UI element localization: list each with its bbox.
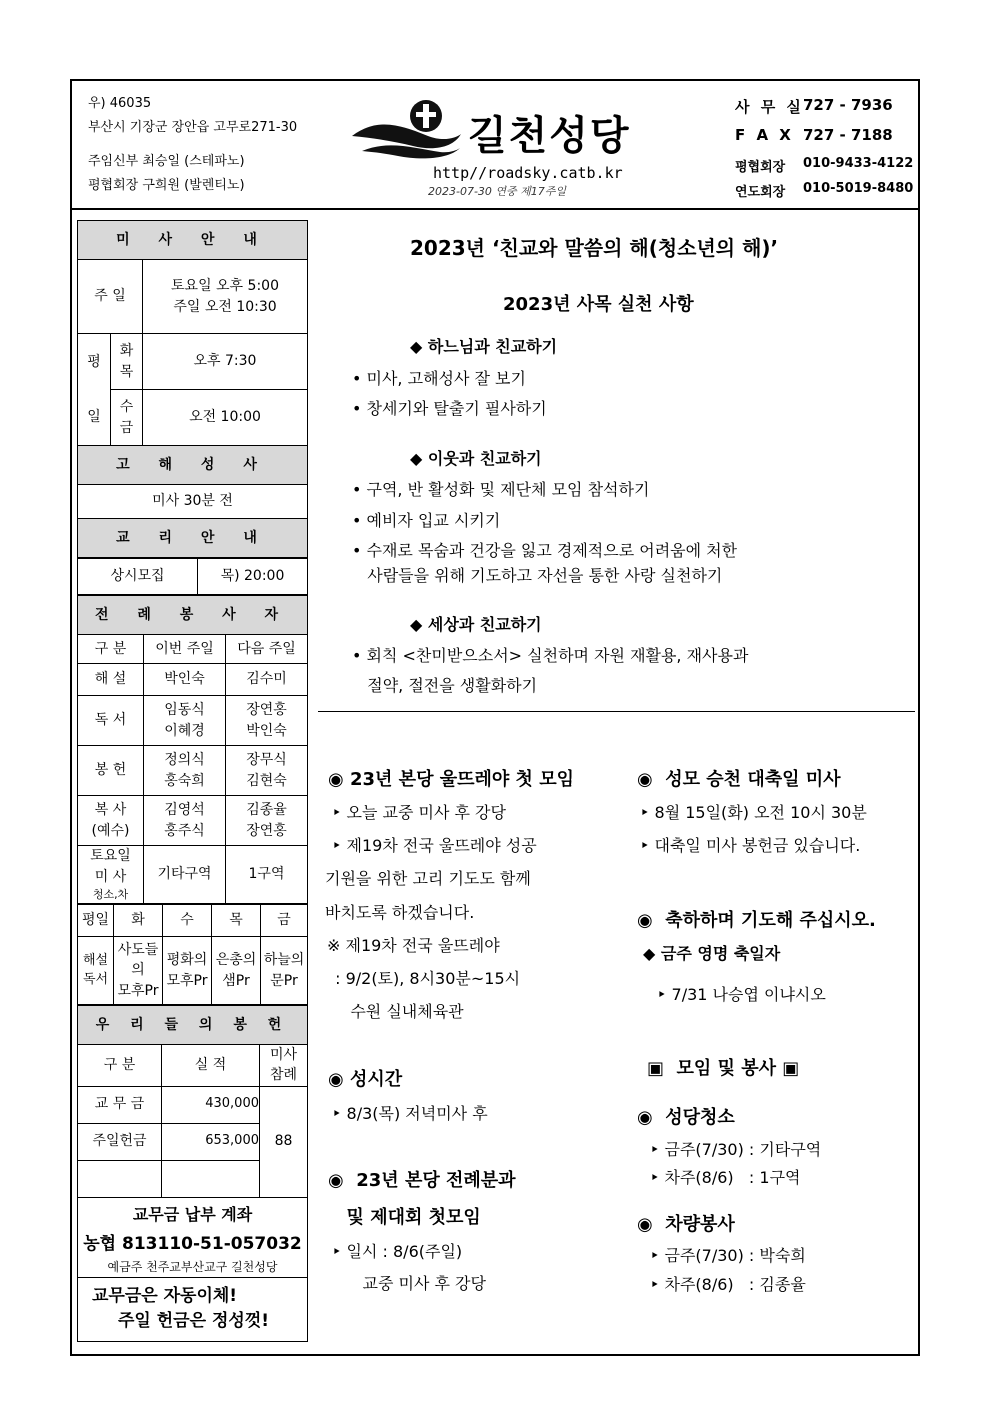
notice-box	[77, 1278, 308, 1342]
offering-col-attendance: 미사 참례	[260, 1045, 308, 1087]
col-role: 구 분	[78, 635, 144, 664]
weekday-value: 하늘의 문Pr	[261, 937, 308, 1005]
table-row: 주일헌금	[78, 1123, 162, 1160]
sat-role-3: 청소,차	[92, 887, 129, 901]
group-heading: ◆ 이웃과 친교하기	[410, 449, 542, 468]
minister-this: 박인숙	[144, 664, 226, 696]
list-item: • 구역, 반 활성화 및 제단체 모임 참석하기	[352, 480, 650, 499]
account-number: 농협 813110-51-057032	[83, 1233, 302, 1254]
wed-fri-time: 오전 10:00	[143, 390, 308, 446]
website-url[interactable]: http//roadsky.catb.kr	[433, 164, 623, 182]
fri-label: 금	[119, 419, 134, 436]
list-item: 바치도록 하겠습니다.	[325, 903, 475, 922]
weekday-ministers-table	[77, 904, 308, 1005]
table-cell-empty	[162, 1160, 260, 1197]
practice-title: 2023년 사목 실천 사항	[503, 294, 694, 315]
thu-label: 목	[119, 363, 134, 380]
list-item: • 미사, 고해성사 잘 보기	[352, 369, 526, 388]
list-item: : 9/2(토), 8시30분~15시	[330, 969, 521, 988]
church-name: 길천성당	[468, 113, 631, 159]
cleaning-title: ◉ 성당청소	[637, 1107, 735, 1128]
minister-this: 김영석 홍주식	[144, 796, 226, 846]
offering-title: 우 리 들 의 봉 헌	[78, 1006, 308, 1045]
office-label: 사 무 실	[735, 98, 804, 116]
assoc-phone: 010-5019-8480	[803, 181, 914, 196]
minister-this: 임동식 이혜경	[144, 696, 226, 746]
liturgy-title-2: 및 제대회 첫모임	[334, 1207, 481, 1228]
table-row: 교 무 금	[78, 1086, 162, 1123]
catechism-right: 목) 20:00	[198, 559, 308, 595]
office-phone: 727 - 7936	[803, 96, 893, 114]
pray-title: ◉ 축하하며 기도해 주십시오.	[637, 910, 876, 931]
table-row: 해 설	[78, 664, 144, 696]
notice-line: 주일 헌금은 정성껏!	[118, 1311, 269, 1332]
weekday-value: 평화의 모후Pr	[163, 937, 212, 1005]
wed-label: 수	[119, 399, 134, 416]
mass-title: 미 사 안 내	[78, 221, 308, 260]
weekday-h: 수	[163, 905, 212, 937]
weekday-row-label: 해설 독서	[78, 937, 114, 1005]
assumption-title: ◉ 성모 승천 대축일 미사	[637, 769, 841, 790]
sat-this: 기타구역	[144, 846, 226, 904]
list-item: ‣ 8월 15일(화) 오전 10시 30분	[640, 803, 867, 822]
sunday-time-1: 토요일 오후 5:00	[171, 278, 279, 295]
col-next-week: 다음 주일	[226, 635, 308, 664]
left-column	[77, 220, 308, 1342]
pastor: 주임신부 최승일 (스테파노)	[88, 154, 245, 169]
section-divider	[318, 711, 915, 712]
catechism-title: 교 리 안 내	[78, 519, 308, 558]
sat-role-2: 미 사	[94, 868, 127, 885]
col-this-week: 이번 주일	[144, 635, 226, 664]
catechism-table	[77, 558, 308, 595]
weekday-label-top: 평	[78, 334, 111, 390]
list-item: ‣ 7/31 나승엽 이냐시오	[657, 985, 826, 1004]
offering-col-label: 구 분	[78, 1045, 162, 1087]
tue-thu-time: 오후 7:30	[143, 334, 308, 390]
confession-text: 미사 30분 전	[78, 485, 308, 519]
church-logo-icon	[348, 96, 463, 166]
catechism-left: 상시모집	[78, 559, 198, 595]
address: 부산시 기장군 장안읍 고무로271-30	[88, 120, 298, 135]
year-title: 2023년 ‘친교와 말씀의 해(청소년의 해)’	[410, 236, 779, 260]
weekday-h: 화	[114, 905, 163, 937]
minister-this: 정의식 홍숙희	[144, 746, 226, 796]
list-item: 기원을 위한 고리 기도도 함께	[325, 869, 531, 888]
fax-phone: 727 - 7188	[803, 126, 893, 144]
weekday-h: 평일	[78, 905, 114, 937]
weekday-value: 은총의 샘Pr	[212, 937, 261, 1005]
header-divider	[70, 208, 920, 210]
zip-code: 우) 46035	[88, 96, 152, 111]
sat-next: 1구역	[226, 846, 308, 904]
council-president: 평협회장 구희원 (발렌티노)	[88, 178, 245, 193]
group-heading: ◆ 세상과 친교하기	[410, 615, 542, 634]
fax-label: F A X	[735, 126, 794, 144]
liturgy-title-1: ◉ 23년 본당 전례분과	[328, 1170, 516, 1191]
weekday-h: 금	[261, 905, 308, 937]
list-item: ‣ 8/3(목) 저녁미사 후	[332, 1104, 488, 1123]
ministers-title: 전 례 봉 사 자	[78, 596, 308, 635]
list-item: 교중 미사 후 강당	[332, 1274, 486, 1293]
list-item: • 창세기와 탈출기 필사하기	[352, 399, 547, 418]
ultreya-title: ◉ 23년 본당 울뜨레야 첫 모임	[328, 769, 574, 790]
pres-label: 평협회장	[735, 160, 786, 175]
adoration-title: ◉ 성시간	[328, 1069, 403, 1090]
list-item: ‣ 금주(7/30) : 박숙희	[650, 1246, 806, 1265]
list-item: • 회칙 <찬미받으소서> 실천하며 자원 재활용, 재사용과	[352, 646, 749, 665]
assoc-label: 연도회장	[735, 185, 786, 200]
meeting-title: ▣ 모임 및 봉사 ▣	[647, 1058, 800, 1079]
list-item: 수원 실내체육관	[330, 1002, 464, 1021]
weekday-value: 사도들의 모후Pr	[114, 937, 163, 1005]
list-item: ‣ 차주(8/6) : 1구역	[650, 1168, 801, 1187]
minister-next: 김종율 장연홍	[226, 796, 308, 846]
list-item: ‣ 대축일 미사 봉헌금 있습니다.	[640, 836, 861, 855]
tue-label: 화	[119, 343, 134, 360]
list-item: ‣ 오늘 교중 미사 후 강당	[332, 803, 506, 822]
table-row: 봉 헌	[78, 746, 144, 796]
list-item: • 예비자 입교 시키기	[352, 511, 501, 530]
attendance-count: 88	[260, 1086, 308, 1197]
offering-table	[77, 1005, 308, 1198]
list-item: ‣ 차주(8/6) : 김종율	[650, 1275, 806, 1294]
sunday-label: 주 일	[78, 260, 143, 334]
list-item: ‣ 제19차 전국 울뜨레야 성공	[332, 836, 537, 855]
list-item: 사람들을 위해 기도하고 자선을 통한 사랑 실천하기	[352, 566, 723, 585]
ministers-table	[77, 595, 308, 904]
account-box	[77, 1198, 308, 1278]
account-holder: 예금주 천주교부산교구 길천성당	[107, 1259, 278, 1274]
issue-date: 2023-07-30 연중 제17주일	[428, 185, 567, 198]
feast-heading: ◆ 금주 영명 축일자	[643, 944, 781, 963]
offering-value: 653,000	[162, 1123, 260, 1160]
list-item: ‣ 일시 : 8/6(주일)	[332, 1242, 463, 1261]
sunday-time-2: 주일 오전 10:30	[173, 298, 277, 315]
offering-value: 430,000	[162, 1086, 260, 1123]
offering-col-value: 실 적	[162, 1045, 260, 1087]
minister-next: 김수미	[226, 664, 308, 696]
mass-table	[77, 220, 308, 558]
vehicle-title: ◉ 차량봉사	[637, 1214, 735, 1235]
minister-next: 장무식 김현숙	[226, 746, 308, 796]
confession-title: 고 해 성 사	[78, 446, 308, 485]
weekday-label-bottom: 일	[78, 390, 111, 446]
notice-line: 교무금은 자동이체!	[92, 1285, 238, 1306]
table-row-empty	[78, 1160, 162, 1197]
sat-role-1: 토요일	[90, 848, 131, 865]
table-row: 복 사 (예수)	[78, 796, 144, 846]
list-item: ‣ 금주(7/30) : 기타구역	[650, 1140, 822, 1159]
list-item: • 수재로 목숨과 건강을 잃고 경제적으로 어려움에 처한	[352, 541, 738, 560]
pres-phone: 010-9433-4122	[803, 156, 914, 171]
group-heading: ◆ 하느님과 친교하기	[410, 337, 558, 356]
minister-next: 장연홍 박인숙	[226, 696, 308, 746]
weekday-h: 목	[212, 905, 261, 937]
list-item: 절약, 절전을 생활화하기	[352, 676, 538, 695]
list-item: ※ 제19차 전국 울뜨레야	[327, 936, 500, 955]
table-row: 독 서	[78, 696, 144, 746]
account-title: 교무금 납부 계좌	[132, 1204, 253, 1224]
